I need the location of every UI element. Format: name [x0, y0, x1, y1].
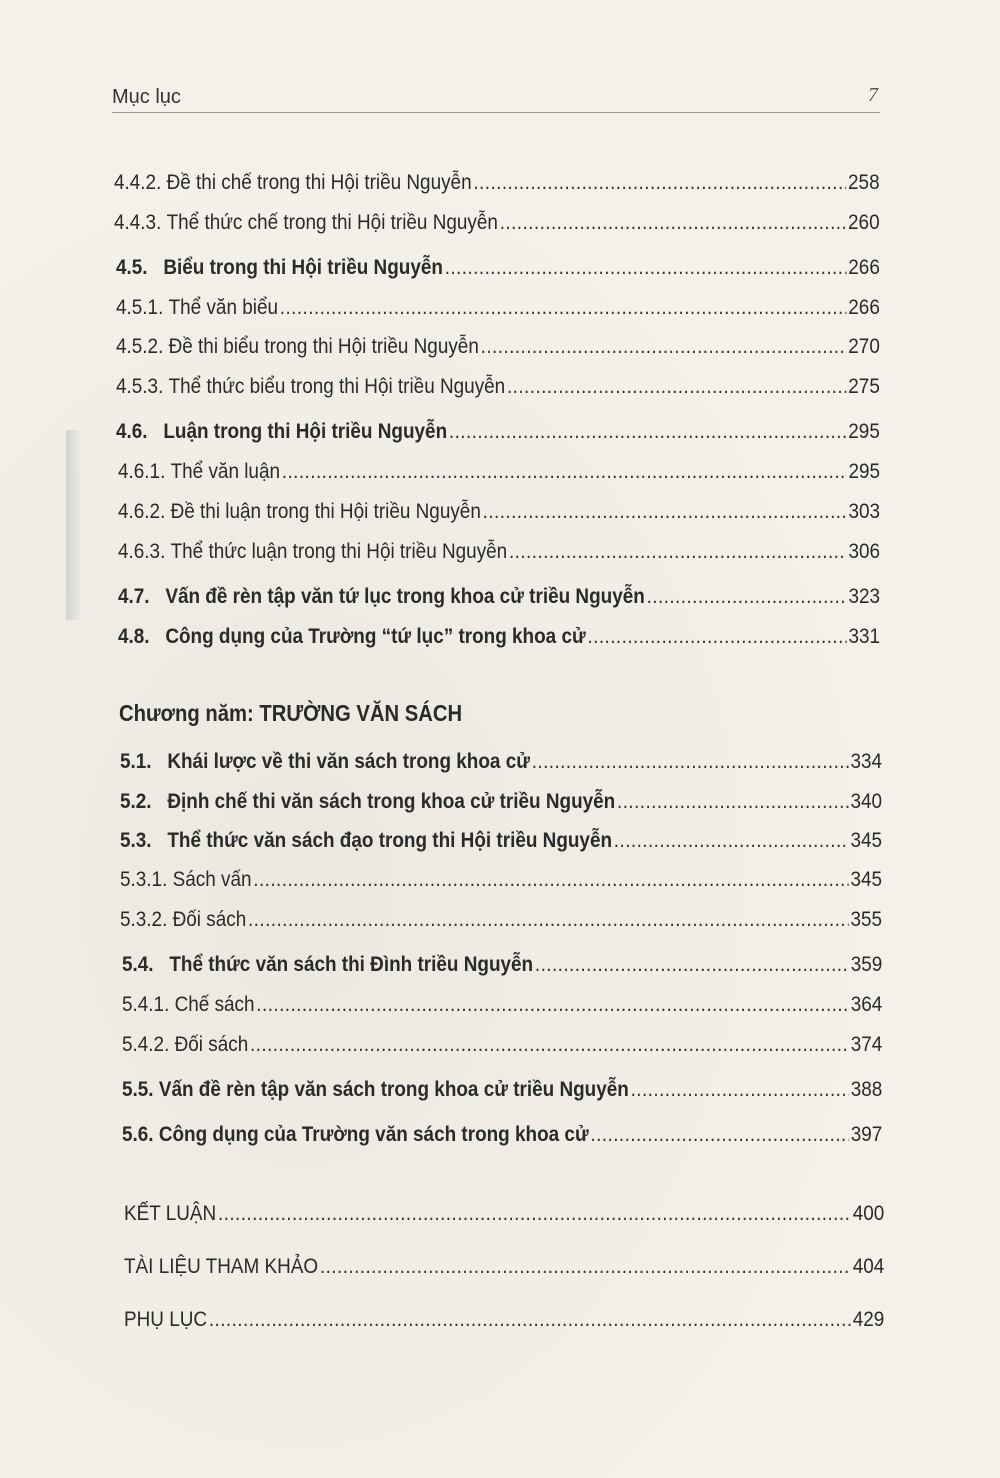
toc-entry-4-5-1 [116, 292, 880, 322]
toc-page: 400 [852, 1201, 885, 1225]
toc-entry-5-4-2 [122, 1029, 882, 1059]
toc-number: 4.4.2. [114, 170, 162, 194]
toc-title: Sách vấn [172, 867, 252, 891]
toc-entry-5-1 [120, 746, 882, 776]
toc-entry-references [124, 1251, 884, 1281]
toc-number: 5.3.2. [120, 907, 168, 931]
toc-entry-4-5 [116, 252, 880, 282]
toc-number: 4.6.2. [118, 499, 166, 523]
toc-page: 303 [848, 499, 881, 523]
toc-entry-4-6-2 [118, 496, 880, 526]
toc-title: Biểu trong thi Hội triều Nguyễn [163, 255, 443, 279]
toc-page: 429 [852, 1307, 885, 1331]
dot-leader [614, 825, 849, 855]
toc-title: Vấn đề rèn tập văn tứ lục trong khoa cử triều Nguyễn [165, 584, 645, 608]
toc-page: 345 [850, 828, 883, 852]
toc-entry-appendix [124, 1304, 884, 1334]
toc-number: 5.1. [120, 749, 152, 773]
toc-entry-4-5-2 [116, 331, 880, 361]
page-shadow [66, 430, 80, 620]
toc-entry-5-4-1 [122, 989, 882, 1019]
dot-leader [256, 989, 849, 1019]
toc-number: 5.5. [122, 1077, 154, 1101]
dot-leader [483, 496, 847, 526]
toc-title: PHỤ LỤC [124, 1307, 208, 1331]
toc-entry-5-4 [122, 949, 882, 979]
toc-page: 270 [848, 334, 880, 358]
toc-page: 355 [850, 907, 883, 931]
dot-leader [248, 904, 849, 934]
toc-entry-4-6 [116, 416, 880, 446]
dot-leader [250, 1029, 849, 1059]
toc-page: 364 [850, 992, 883, 1016]
toc-title: Đề thi biểu trong thi Hội triều Nguyễn [168, 334, 479, 358]
toc-number: 4.7. [118, 584, 150, 608]
toc-number: 5.3.1. [120, 867, 168, 891]
toc-title: Vấn đề rèn tập văn sách trong khoa cử triều Nguyễn [158, 1077, 629, 1101]
toc-number: 5.4.1. [122, 992, 170, 1016]
dot-leader [507, 371, 847, 401]
toc-title: Thể thức văn sách thi Đình triều Nguyễn [169, 952, 534, 976]
dot-leader [587, 621, 846, 651]
toc-number: 4.6. [116, 419, 148, 443]
toc-number: 5.4.2. [122, 1032, 170, 1056]
toc-title: Công dụng của Trường “tứ lục” trong khoa cử [165, 624, 586, 648]
toc-number: 5.4. [122, 952, 154, 976]
dot-leader [209, 1304, 851, 1334]
toc-entry-4-7 [118, 581, 880, 611]
toc-entry-4-5-3 [116, 371, 880, 401]
toc-page: 258 [848, 170, 880, 194]
dot-leader [631, 1074, 849, 1104]
toc-page: 260 [848, 210, 880, 234]
toc-title: Định chế thi văn sách trong khoa cử triều Nguyễn [167, 789, 616, 813]
dot-leader [532, 746, 849, 776]
toc-number: 4.4.3. [114, 210, 162, 234]
toc-number: 5.2. [120, 789, 152, 813]
toc-number: 4.5.1. [116, 295, 164, 319]
running-header [112, 82, 880, 113]
toc-page: 404 [852, 1254, 885, 1278]
dot-leader [449, 416, 847, 446]
toc-entry-5-5 [122, 1074, 882, 1104]
toc-entry-5-3 [120, 825, 882, 855]
toc-title: Đề thi chế trong thi Hội triều Nguyễn [166, 170, 472, 194]
dot-leader [500, 207, 847, 237]
toc-title: Thể thức văn sách đạo trong thi Hội triều Nguyễn [167, 828, 613, 852]
toc-page: 331 [848, 624, 881, 648]
dot-leader [473, 167, 846, 197]
chapter-heading: Chương năm: TRƯỜNG VĂN SÁCH [119, 700, 463, 726]
toc-title: Luận trong thi Hội triều Nguyễn [163, 419, 448, 443]
dot-leader [253, 864, 848, 894]
dot-leader [590, 1119, 849, 1149]
toc-page: 306 [848, 539, 881, 563]
dot-leader [647, 581, 847, 611]
toc-title: TÀI LIỆU THAM KHẢO [124, 1254, 319, 1278]
dot-leader [445, 252, 847, 282]
toc-page: 275 [848, 374, 880, 398]
header-title: Mục lục [112, 86, 181, 108]
toc-entry-5-6 [122, 1119, 882, 1149]
toc-page: 359 [850, 952, 883, 976]
header-page-number: 7 [868, 84, 878, 106]
toc-title: Thể văn luận [170, 459, 281, 483]
toc-title: Đề thi luận trong thi Hội triều Nguyễn [170, 499, 481, 523]
toc-number: 5.3. [120, 828, 152, 852]
toc-entry-4-8 [118, 621, 880, 651]
toc-title: Chế sách [174, 992, 255, 1016]
toc-page: 295 [848, 419, 880, 443]
toc-entry-5-3-1 [120, 864, 882, 894]
toc-title: KẾT LUẬN [124, 1201, 217, 1225]
toc-page: 295 [848, 459, 881, 483]
toc-page: 334 [850, 749, 883, 773]
toc-title: Thể thức luận trong thi Hội triều Nguyễn [170, 539, 508, 563]
toc-page: 345 [850, 867, 883, 891]
toc-number: 4.5.3. [116, 374, 164, 398]
dot-leader [481, 331, 847, 361]
toc-page: 340 [850, 789, 883, 813]
toc-page: 388 [850, 1077, 883, 1101]
toc-title: Thể văn biểu [168, 295, 279, 319]
dot-leader [320, 1251, 851, 1281]
dot-leader [282, 456, 847, 486]
dot-leader [280, 292, 847, 322]
toc-entry-conclusion [124, 1198, 884, 1228]
toc-page: 374 [850, 1032, 883, 1056]
toc-title: Thể thức biểu trong thi Hội triều Nguyễn [168, 374, 506, 398]
toc-entry-5-2 [120, 786, 882, 816]
toc-title: Đối sách [174, 1032, 249, 1056]
toc-number: 4.5.2. [116, 334, 164, 358]
toc-number: 4.6.3. [118, 539, 166, 563]
toc-number: 4.6.1. [118, 459, 166, 483]
toc-title: Khái lược về thi văn sách trong khoa cử [167, 749, 530, 773]
toc-title: Công dụng của Trường văn sách trong khoa cử [158, 1122, 589, 1146]
dot-leader [509, 536, 847, 566]
toc-page: 266 [848, 295, 880, 319]
dot-leader [617, 786, 849, 816]
toc-entry-4-6-3 [118, 536, 880, 566]
toc-entry-4-6-1 [118, 456, 880, 486]
toc-title: Đối sách [172, 907, 247, 931]
toc-page: 397 [850, 1122, 883, 1146]
dot-leader [218, 1198, 851, 1228]
toc-entry-4-4-3 [114, 207, 880, 237]
toc-number: 5.6. [122, 1122, 154, 1146]
toc-page: 266 [848, 255, 880, 279]
toc-number: 4.8. [118, 624, 150, 648]
toc-number: 4.5. [116, 255, 148, 279]
toc-page: 323 [848, 584, 881, 608]
toc-title: Thể thức chế trong thi Hội triều Nguyễn [166, 210, 498, 234]
toc-entry-4-4-2 [114, 167, 880, 197]
toc-entry-5-3-2 [120, 904, 882, 934]
dot-leader [535, 949, 849, 979]
